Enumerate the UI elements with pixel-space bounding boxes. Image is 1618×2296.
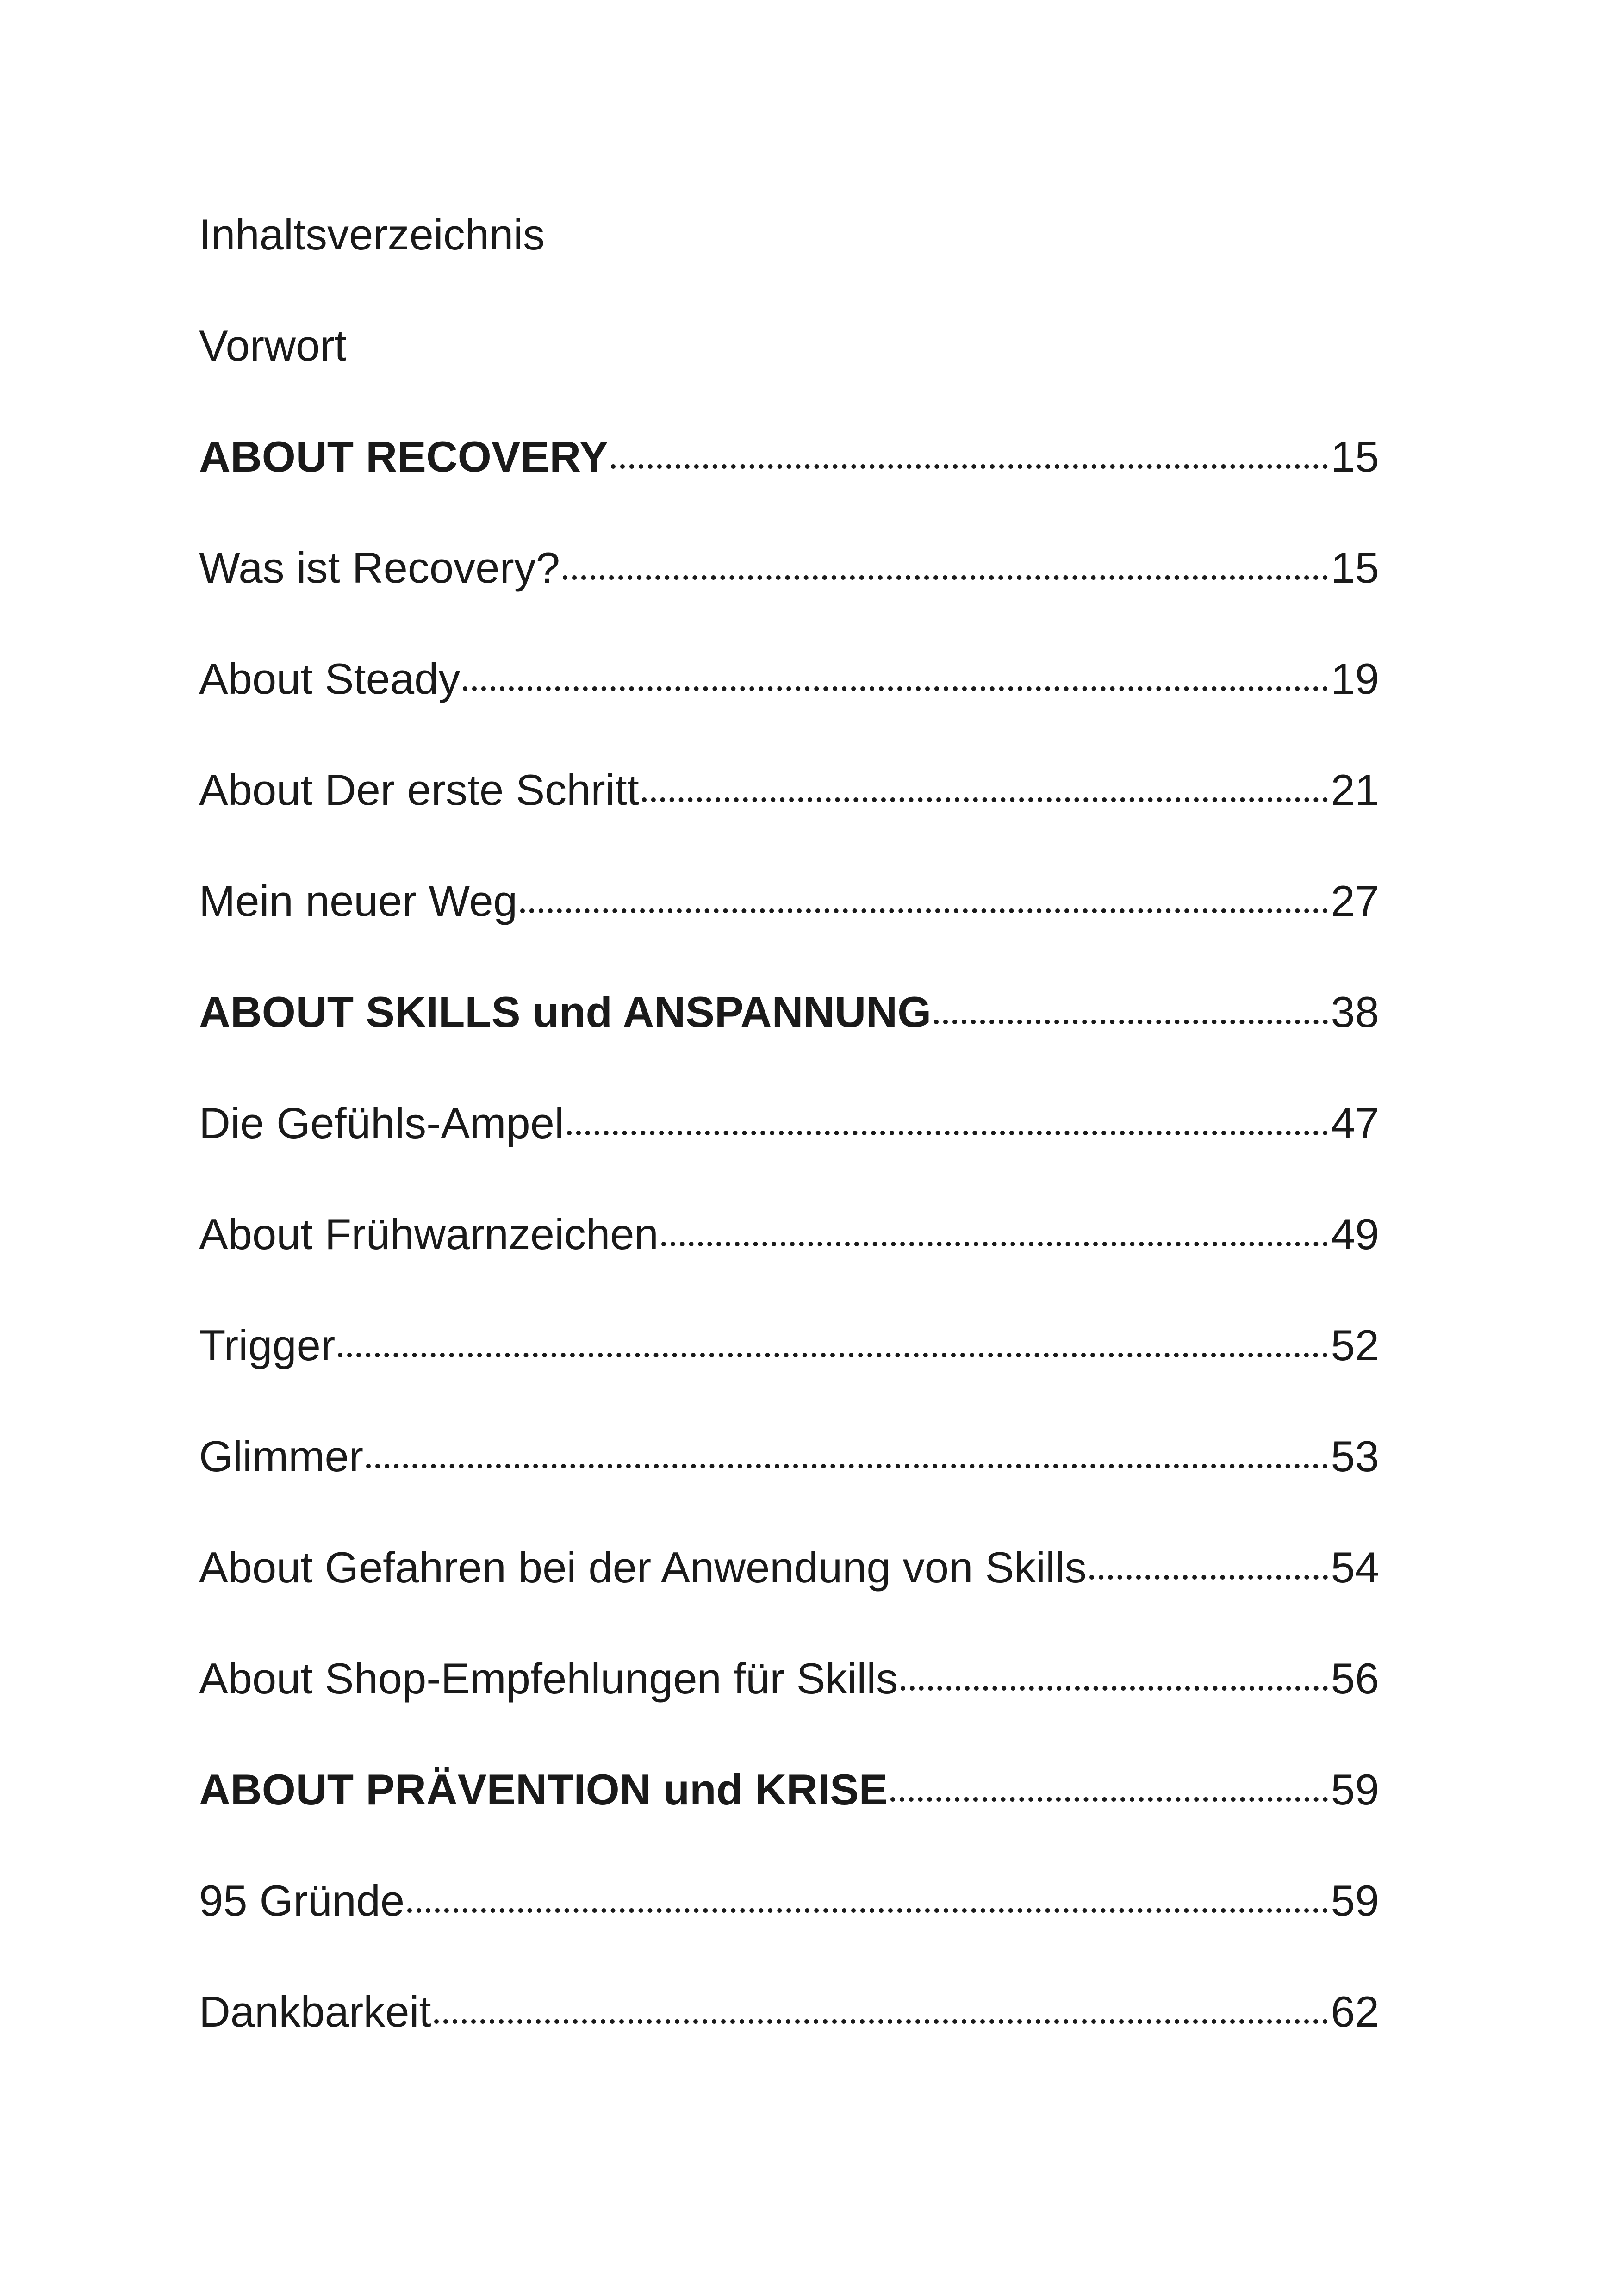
dot-leader bbox=[407, 1908, 1328, 1913]
dot-leader bbox=[1089, 1575, 1328, 1580]
toc-entry bbox=[199, 1543, 1379, 1592]
toc-entry-page: 53 bbox=[1331, 1432, 1379, 1481]
toc-entry-page: 15 bbox=[1331, 432, 1379, 481]
dot-leader bbox=[567, 1131, 1328, 1135]
toc-entry-page: 49 bbox=[1331, 1210, 1379, 1258]
toc-entry-label: About Gefahren bei der Anwendung von Skills bbox=[199, 1543, 1087, 1592]
dot-leader bbox=[661, 1242, 1328, 1246]
toc-entry-page: 59 bbox=[1331, 1876, 1379, 1925]
toc-entry-label: Was ist Recovery? bbox=[199, 543, 560, 592]
toc-entry bbox=[199, 654, 1379, 703]
toc-entry bbox=[199, 432, 1379, 481]
toc-entry-label: ABOUT SKILLS und ANSPANNUNG bbox=[199, 988, 932, 1036]
toc-entry-page: 21 bbox=[1331, 765, 1379, 814]
toc-entry bbox=[199, 1210, 1379, 1258]
toc-entry bbox=[199, 765, 1379, 814]
toc-entry bbox=[199, 990, 1379, 1034]
toc-entry-page: 56 bbox=[1331, 1654, 1379, 1703]
dot-leader bbox=[520, 908, 1328, 913]
toc-entry-page: 27 bbox=[1331, 877, 1379, 925]
toc-entry-label: About Der erste Schritt bbox=[199, 765, 639, 814]
toc-entry bbox=[199, 1987, 1379, 2036]
toc-entry-page: 62 bbox=[1331, 1987, 1379, 2036]
toc-entry bbox=[199, 543, 1379, 592]
toc-entry-label: Dankbarkeit bbox=[199, 1987, 431, 2036]
toc-entry-label: About Frühwarnzeichen bbox=[199, 1210, 659, 1258]
toc-entry bbox=[199, 1101, 1379, 1145]
toc-entry-page: 15 bbox=[1331, 543, 1379, 592]
toc-entry-page: 19 bbox=[1331, 654, 1379, 703]
toc-entry bbox=[199, 1654, 1379, 1703]
preface-heading: Vorwort bbox=[199, 321, 347, 370]
toc-entry-page: 52 bbox=[1331, 1321, 1379, 1369]
toc-entry bbox=[199, 1321, 1379, 1369]
dot-leader bbox=[890, 1797, 1328, 1802]
dot-leader bbox=[463, 686, 1328, 691]
dot-leader bbox=[338, 1353, 1328, 1357]
dot-leader bbox=[934, 1020, 1328, 1024]
toc-entry-page: 38 bbox=[1331, 988, 1379, 1036]
toc-entry-label: 95 Gründe bbox=[199, 1876, 405, 1925]
toc-entry-label: ABOUT RECOVERY bbox=[199, 432, 609, 481]
toc-entry bbox=[199, 1432, 1379, 1481]
dot-leader bbox=[611, 464, 1328, 469]
dot-leader bbox=[563, 575, 1328, 580]
toc-entry bbox=[199, 1765, 1379, 1814]
toc-entry-page: 59 bbox=[1331, 1765, 1379, 1814]
toc-entry-label: Trigger bbox=[199, 1321, 336, 1369]
dot-leader bbox=[642, 797, 1328, 802]
toc-entry bbox=[199, 879, 1379, 923]
dot-leader bbox=[366, 1464, 1328, 1468]
toc-entry-page: 54 bbox=[1331, 1543, 1379, 1592]
toc-entry-label: ABOUT PRÄVENTION und KRISE bbox=[199, 1765, 888, 1814]
toc-title: Inhaltsverzeichnis bbox=[199, 210, 545, 259]
toc-entry-page: 47 bbox=[1331, 1099, 1379, 1147]
toc-entry-label: About Shop-Empfehlungen für Skills bbox=[199, 1654, 898, 1703]
toc-entry bbox=[199, 1876, 1379, 1925]
toc-entry-label: Mein neuer Weg bbox=[199, 877, 517, 925]
dot-leader bbox=[434, 2019, 1328, 2024]
toc-entry-label: About Steady bbox=[199, 654, 461, 703]
toc-entry-label: Glimmer bbox=[199, 1432, 364, 1481]
toc-entry-label: Die Gefühls-Ampel bbox=[199, 1099, 564, 1147]
dot-leader bbox=[901, 1686, 1328, 1691]
